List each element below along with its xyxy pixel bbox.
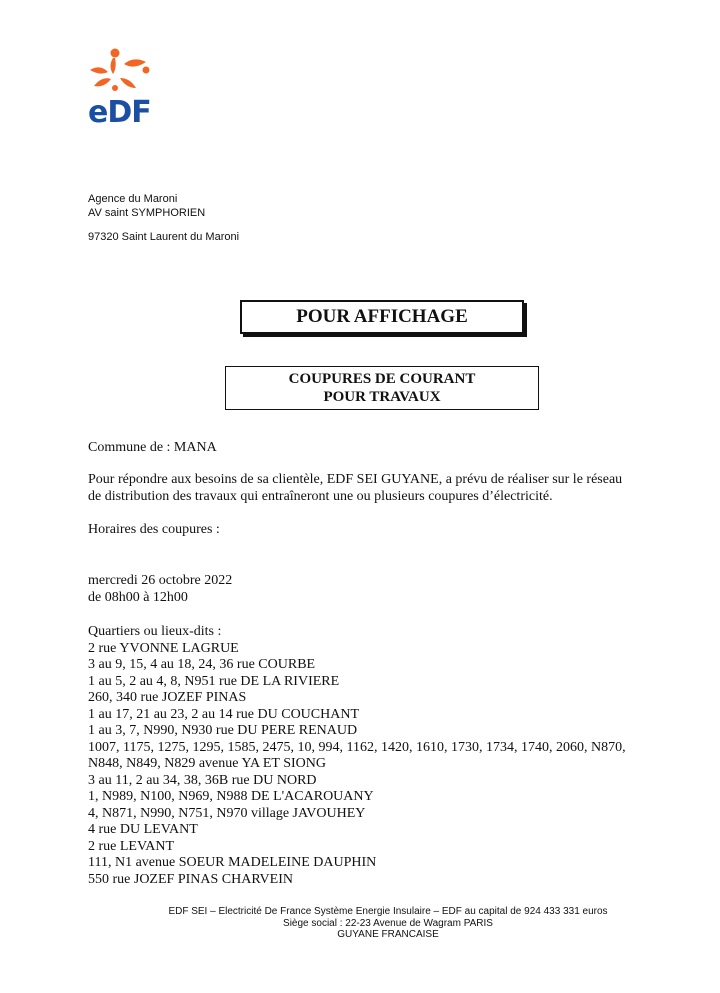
footer-line-3: GUYANE FRANCAISE (337, 929, 439, 940)
list-item: 260, 340 rue JOZEF PINAS (88, 690, 247, 705)
commune-line: Commune de : MANA (88, 440, 217, 455)
footer (28, 906, 720, 941)
list-item: 4 rue DU LEVANT (88, 822, 198, 837)
list-item: 1 au 17, 21 au 23, 2 au 14 rue DU COUCHANT (88, 706, 360, 722)
list-item: 550 rue JOZEF PINAS CHARVEIN (88, 871, 293, 887)
list-item: 2 rue YVONNE LAGRUE (88, 640, 239, 656)
list-item: 1007, 1175, 1275, 1295, 1585, 2475, 10, 994, 1162, 1420, 1610, 1730, 1734, 1740, 2060, N870, (88, 739, 626, 755)
outage-time: de 08h00 à 12h00 (88, 590, 188, 605)
subject-line-2: POUR TRAVAUX (323, 389, 441, 405)
subject-line-1: COUPURES DE COURANT (288, 371, 476, 387)
list-item: 1, N989, N100, N969, N988 DE L'ACAROUANY (88, 789, 374, 804)
intro-line-2: de distribution des travaux qui entraîneront une ou plusieurs coupures d’électricité. (88, 489, 553, 504)
outage-date: mercredi 26 octobre 2022 (88, 573, 233, 588)
edf-logo-text: eDF (88, 95, 151, 130)
address-agency: Agence du Maroni (88, 193, 178, 205)
places-list (88, 624, 626, 888)
places-label: Quartiers ou lieux-dits : (88, 624, 222, 639)
intro-line-1: Pour répondre aux besoins de sa clientèle, EDF SEI GUYANE, a prévu de réaliser sur le réseau (88, 472, 623, 487)
list-item: 111, N1 avenue SOEUR MADELEINE DAUPHIN (88, 855, 377, 870)
footer-line-2: Siège social : 22-23 Avenue de Wagram PARIS (283, 917, 493, 929)
list-item: 1 au 5, 2 au 4, 8, N951 rue DE LA RIVIERE (88, 673, 340, 689)
footer-line-1: EDF SEI – Electricité De France Système Energie Insulaire – EDF au capital de 924 433 331 euros (168, 906, 608, 917)
list-item: 2 rue LEVANT (88, 838, 175, 854)
pour-affichage-box (240, 300, 524, 334)
list-item: 3 au 11, 2 au 34, 38, 36B rue DU NORD (88, 772, 317, 788)
address-city: 97320 Saint Laurent du Maroni (88, 231, 240, 243)
address-street: AV saint SYMPHORIEN (88, 207, 206, 219)
schedule-label: Horaires des coupures : (88, 522, 220, 537)
list-item: 4, N871, N990, N751, N970 village JAVOUHEY (88, 805, 366, 821)
list-item: 1 au 3, 7, N990, N930 rue DU PERE RENAUD (88, 723, 358, 738)
pour-affichage-title: POUR AFFICHAGE (296, 306, 468, 327)
subject-box (225, 366, 539, 410)
list-item: N848, N849, N829 avenue YA ET SIONG (88, 756, 326, 771)
list-item: 3 au 9, 15, 4 au 18, 24, 36 rue COURBE (88, 657, 316, 672)
